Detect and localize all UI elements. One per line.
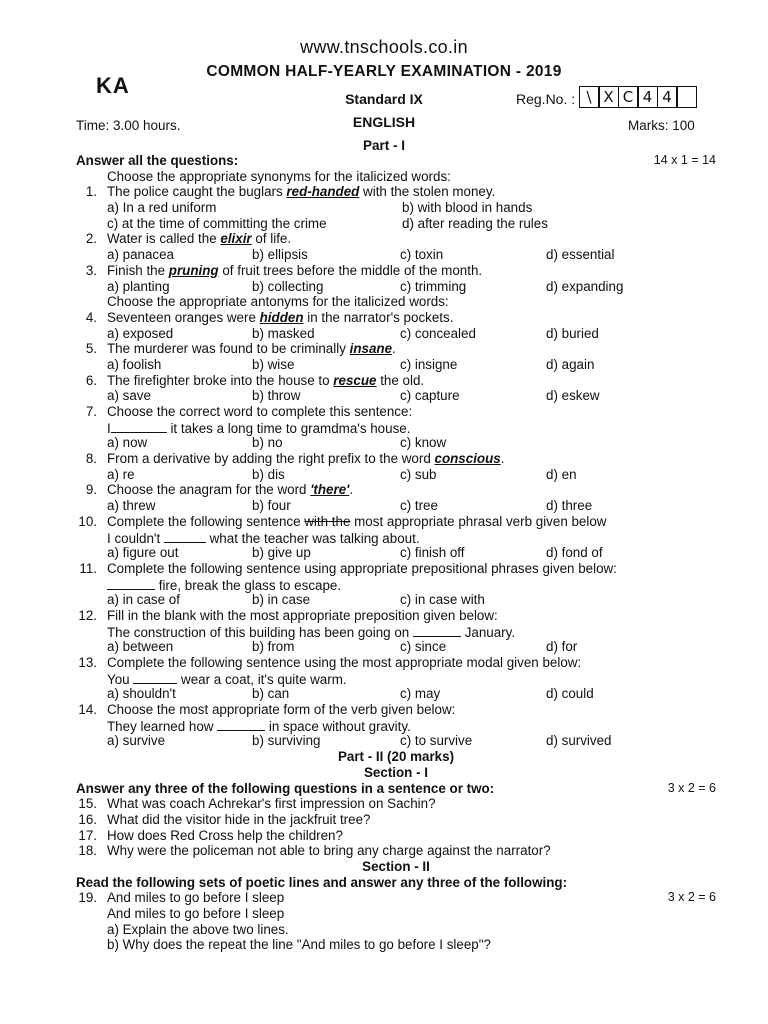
- reg-no-boxes: [580, 86, 697, 108]
- question-18: 18. Why were the policeman not able to bring any charge against the narrator?: [78, 843, 551, 859]
- section-1-instruction: Answer any three of the following questions in a sentence or two: 3 x 2 = 6: [76, 780, 716, 796]
- option-c: c) sub: [400, 466, 437, 482]
- option-b: b) give up: [252, 545, 311, 561]
- question-2: 2. Water is called the elixir of life.: [85, 231, 292, 247]
- option-d: d) fond of: [546, 545, 603, 561]
- option-c: c) know: [400, 435, 447, 451]
- question-10: 10. Complete the following sentence with the most appropriate phrasal verb given below: [78, 513, 607, 529]
- option-b: b) surviving: [252, 733, 321, 749]
- options: [76, 592, 716, 608]
- option-c: c) toxin: [400, 247, 444, 263]
- option-c: c) tree: [400, 498, 438, 514]
- option-a: a) figure out: [107, 545, 179, 561]
- total-marks: Marks: 100: [628, 118, 695, 133]
- section-2-instruction: Read the following sets of poetic lines and answer any three of the following:: [76, 874, 568, 890]
- option-a: a) between: [107, 639, 174, 655]
- part-title: Part - I: [362, 138, 405, 153]
- question-list: [76, 153, 716, 953]
- option-b: b) no: [252, 435, 283, 451]
- question-5: 5. The murderer was found to be criminally insane.: [85, 341, 396, 357]
- question-12-sentence: The construction of this building has been going on January.: [107, 624, 516, 640]
- options: [76, 216, 716, 232]
- question-17: 17. How does Red Cross help the children?: [78, 827, 343, 843]
- synonym-instruction: Choose the appropriate synonyms for the italicized words:: [107, 168, 451, 184]
- option-a: a) panacea: [107, 247, 175, 263]
- question-3: 3. Finish the pruning of fruit trees before the middle of the month.: [85, 262, 483, 278]
- option-b: b) four: [252, 498, 291, 514]
- poem-line: And miles to go before I sleep: [107, 906, 285, 921]
- options: [76, 686, 716, 702]
- option-b: b) dis: [252, 466, 285, 482]
- section-instruction: Answer all the questions: 14 x 1 = 14: [76, 153, 716, 168]
- option-b: b) collecting: [252, 278, 324, 294]
- options: [76, 279, 716, 295]
- question-7: 7. Choose the correct word to complete this sentence:: [85, 404, 413, 419]
- options: [76, 545, 716, 561]
- section-marks: 14 x 1 = 14: [653, 153, 716, 167]
- question-14: 14. Choose the most appropriate form of the verb given below:: [78, 702, 456, 718]
- question-9: 9. Choose the anagram for the word 'there'.: [85, 482, 354, 498]
- option-b: b) throw: [252, 388, 301, 404]
- subject-label: ENGLISH: [352, 114, 416, 130]
- option-b: b) wise: [252, 356, 295, 372]
- option-a: a) planting: [107, 278, 170, 294]
- option-a: a) re: [107, 466, 135, 482]
- question-11-sentence: fire, break the glass to escape.: [76, 577, 716, 593]
- question-7-sentence: I it takes a long time to gramdma's house.: [107, 420, 411, 436]
- section-1-title: Section - I: [364, 764, 428, 780]
- option-d: d) three: [546, 498, 593, 514]
- option-c: c) in case with: [400, 592, 485, 608]
- italic-word: 'there': [310, 482, 350, 498]
- antonym-instruction: Choose the appropriate antonyms for the italicized words:: [107, 294, 449, 310]
- option-d: d) again: [546, 356, 595, 372]
- question-10-sentence: I couldn't what the teacher was talking about.: [107, 530, 420, 546]
- option-c: c) to survive: [400, 733, 473, 749]
- answer-blank: [164, 530, 206, 543]
- standard-label: Standard IX: [345, 91, 423, 107]
- question-19: 19. And miles to go before I sleep 3 x 2 = 6: [78, 890, 716, 906]
- struck-text: with the: [304, 513, 351, 529]
- question-13: 13. Complete the following sentence using the most appropriate modal given below:: [78, 655, 582, 670]
- website-url: www.tnschools.co.in: [300, 37, 468, 57]
- section-marks: 3 x 2 = 6: [667, 890, 716, 905]
- option-c: c) finish off: [400, 545, 465, 561]
- option-b: b) with blood in hands: [402, 200, 533, 216]
- option-d: d) for: [546, 639, 578, 655]
- section-2-title: Section - II: [362, 858, 430, 874]
- option-d: d) expanding: [546, 278, 624, 294]
- reg-digit: 4: [657, 86, 678, 108]
- option-a: a) threw: [107, 498, 156, 514]
- italic-word: rescue: [333, 372, 377, 388]
- option-d: d) buried: [546, 325, 599, 341]
- question-4: 4. Seventeen oranges were hidden in the narrator's pockets.: [85, 309, 454, 325]
- option-d: d) after reading the rules: [402, 215, 548, 231]
- answer-blank: [217, 718, 265, 731]
- options: [76, 435, 716, 451]
- section-marks: 3 x 2 = 6: [667, 780, 716, 795]
- option-b: b) in case: [252, 592, 311, 608]
- option-d: d) essential: [546, 247, 615, 263]
- option-b: b) can: [252, 686, 290, 702]
- sub-question-b: b) Why does the repeat the line "And miles to go before I sleep"?: [107, 937, 491, 953]
- time-label: Time: 3.00 hours.: [76, 118, 181, 133]
- options: [76, 498, 716, 514]
- reg-digit: X: [598, 86, 619, 108]
- option-c: c) since: [400, 639, 447, 655]
- part-2-title: Part - II (20 marks): [337, 749, 455, 765]
- question-8: 8. From a derivative by adding the right prefix to the word conscious.: [85, 451, 505, 467]
- reg-digit-empty: [676, 86, 697, 108]
- options: [76, 247, 716, 263]
- option-c: c) at the time of committing the crime: [107, 215, 327, 231]
- option-d: d) eskew: [546, 388, 600, 404]
- options: [76, 388, 716, 404]
- option-a: a) survive: [107, 733, 166, 749]
- option-b: b) masked: [252, 325, 315, 341]
- option-a: a) in case of: [107, 592, 180, 608]
- italic-word: hidden: [259, 309, 304, 325]
- option-b: b) from: [252, 639, 295, 655]
- question-14-sentence: They learned how in space without gravity.: [107, 718, 411, 734]
- italic-word: elixir: [220, 231, 252, 247]
- question-13-sentence: You wear a coat, it's quite warm.: [107, 671, 347, 687]
- reg-no-label: Reg.No. :: [516, 91, 576, 107]
- answer-blank: [133, 671, 177, 684]
- option-c: c) insigne: [400, 356, 458, 372]
- option-a: a) shouldn't: [107, 686, 176, 702]
- reg-digit: 4: [637, 86, 658, 108]
- answer-blank: [413, 624, 461, 637]
- answer-blank: [107, 577, 155, 590]
- option-c: c) concealed: [400, 325, 476, 341]
- options: [76, 733, 716, 749]
- reg-digit: C: [618, 86, 639, 108]
- reg-digit: \: [579, 86, 600, 108]
- question-11: 11. Complete the following sentence using appropriate prepositional phrases given below:: [79, 560, 617, 576]
- option-b: b) ellipsis: [252, 247, 308, 263]
- options: [76, 639, 716, 655]
- option-c: c) trimming: [400, 278, 467, 294]
- question-16: 16. What did the visitor hide in the jackfruit tree?: [78, 811, 371, 827]
- question-12: 12. Fill in the blank with the most appropriate preposition given below:: [78, 607, 498, 623]
- question-15: 15. What was coach Achrekar's first impression on Sachin?: [78, 796, 436, 812]
- italic-word: red-handed: [286, 184, 360, 200]
- italic-word: pruning: [168, 262, 219, 278]
- option-a: a) foolish: [107, 356, 162, 372]
- option-d: d) could: [546, 686, 594, 702]
- option-a: a) save: [107, 388, 151, 404]
- option-a: a) In a red uniform: [107, 200, 217, 216]
- options: [76, 326, 716, 342]
- options: [76, 357, 716, 373]
- option-a: a) now: [107, 435, 148, 451]
- option-c: c) capture: [400, 388, 460, 404]
- options: [76, 467, 716, 483]
- option-c: c) may: [400, 686, 441, 702]
- sub-question-a: a) Explain the above two lines.: [107, 921, 289, 937]
- option-d: d) en: [546, 466, 577, 482]
- answer-blank: [111, 420, 167, 433]
- options: [76, 200, 716, 216]
- question-1: 1. The police caught the buglars red-handed with the stolen money.: [85, 184, 496, 200]
- italic-word: conscious: [434, 451, 501, 467]
- italic-word: insane: [349, 341, 393, 357]
- option-d: d) survived: [546, 733, 612, 749]
- option-a: a) exposed: [107, 325, 174, 341]
- question-6: 6. The firefighter broke into the house to rescue the old.: [85, 372, 425, 388]
- exam-title: COMMON HALF-YEARLY EXAMINATION - 2019: [206, 63, 562, 80]
- paper-code: KA: [96, 73, 130, 98]
